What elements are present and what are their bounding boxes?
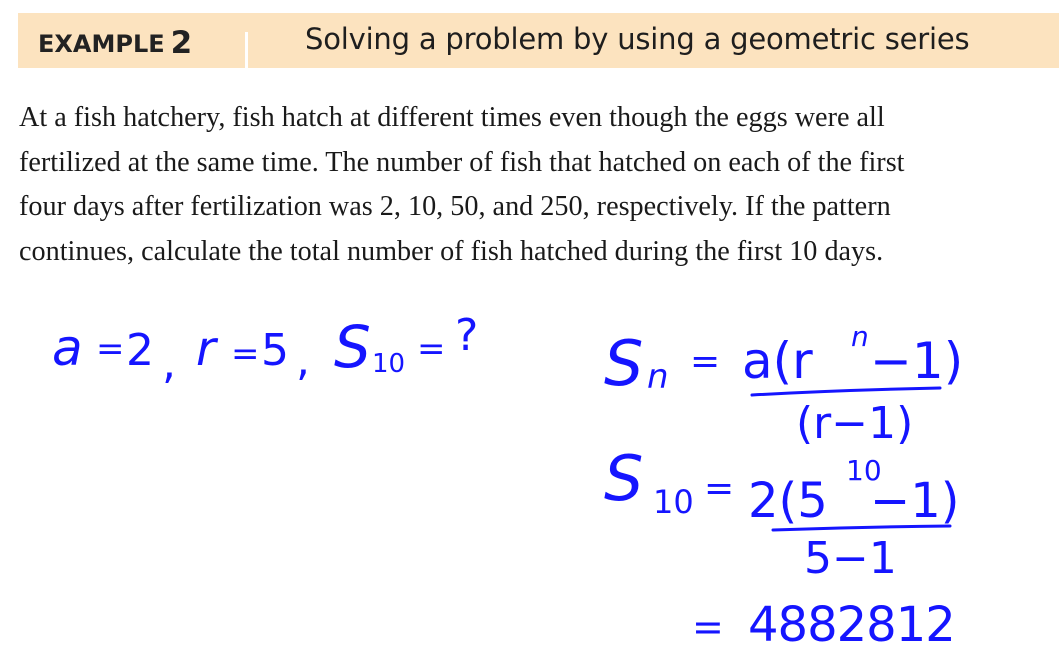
example-number: 2 [170,25,193,61]
given-comma-1: , [162,338,176,389]
example-word: EXAMPLE [38,30,165,58]
given-values [52,310,478,389]
given-s-label: S [334,313,371,381]
substitution-denominator: 5−1 [804,533,897,584]
substitution-numerator-exponent: 10 [846,454,882,487]
formula-lhs: S [604,327,644,400]
given-comma-2: , [296,335,310,386]
formula-numerator-end: −1) [870,332,964,390]
problem-line: continues, calculate the total number of fish hatched during the first 10 days. [19,235,884,267]
formula-lhs-subscript: n [647,357,669,397]
substitution-numerator-end: −1) [870,473,960,529]
result-value: 4882812 [748,597,955,653]
given-a-equals: = [96,329,125,369]
substitution-lhs: S [604,442,644,515]
given-r-equals: = [231,334,260,374]
formula-numerator-exponent: n [851,320,869,353]
given-s-equals: = [417,329,446,369]
formula-numerator: a(r [742,332,813,390]
formula-equals: = [690,341,721,382]
formula [604,320,963,449]
substitution-numerator: 2(5 [748,473,828,529]
substitution-equals: = [704,468,735,509]
substitution [604,442,959,584]
formula-denominator: (r−1) [796,398,914,449]
problem-line: fertilized at the same time. The number of fish that hatched on each of the first [19,146,905,178]
problem-line: At a fish hatchery, fish hatch at different times even though the eggs were all [19,102,885,133]
substitution-lhs-subscript: 10 [653,483,694,521]
problem-line: four days after fertilization was 2, 10, 50, and 250, respectively. If the pattern [19,191,891,222]
example-title: Solving a problem by using a geometric series [305,22,970,56]
given-a-value: 2 [126,325,154,376]
given-r-label: r [196,321,216,377]
result-equals: = [692,605,724,649]
given-r-value: 5 [261,325,289,376]
given-s-value: ? [455,310,479,361]
result [692,597,955,653]
given-a-label: a [52,319,83,377]
given-s-subscript: 10 [372,349,406,379]
